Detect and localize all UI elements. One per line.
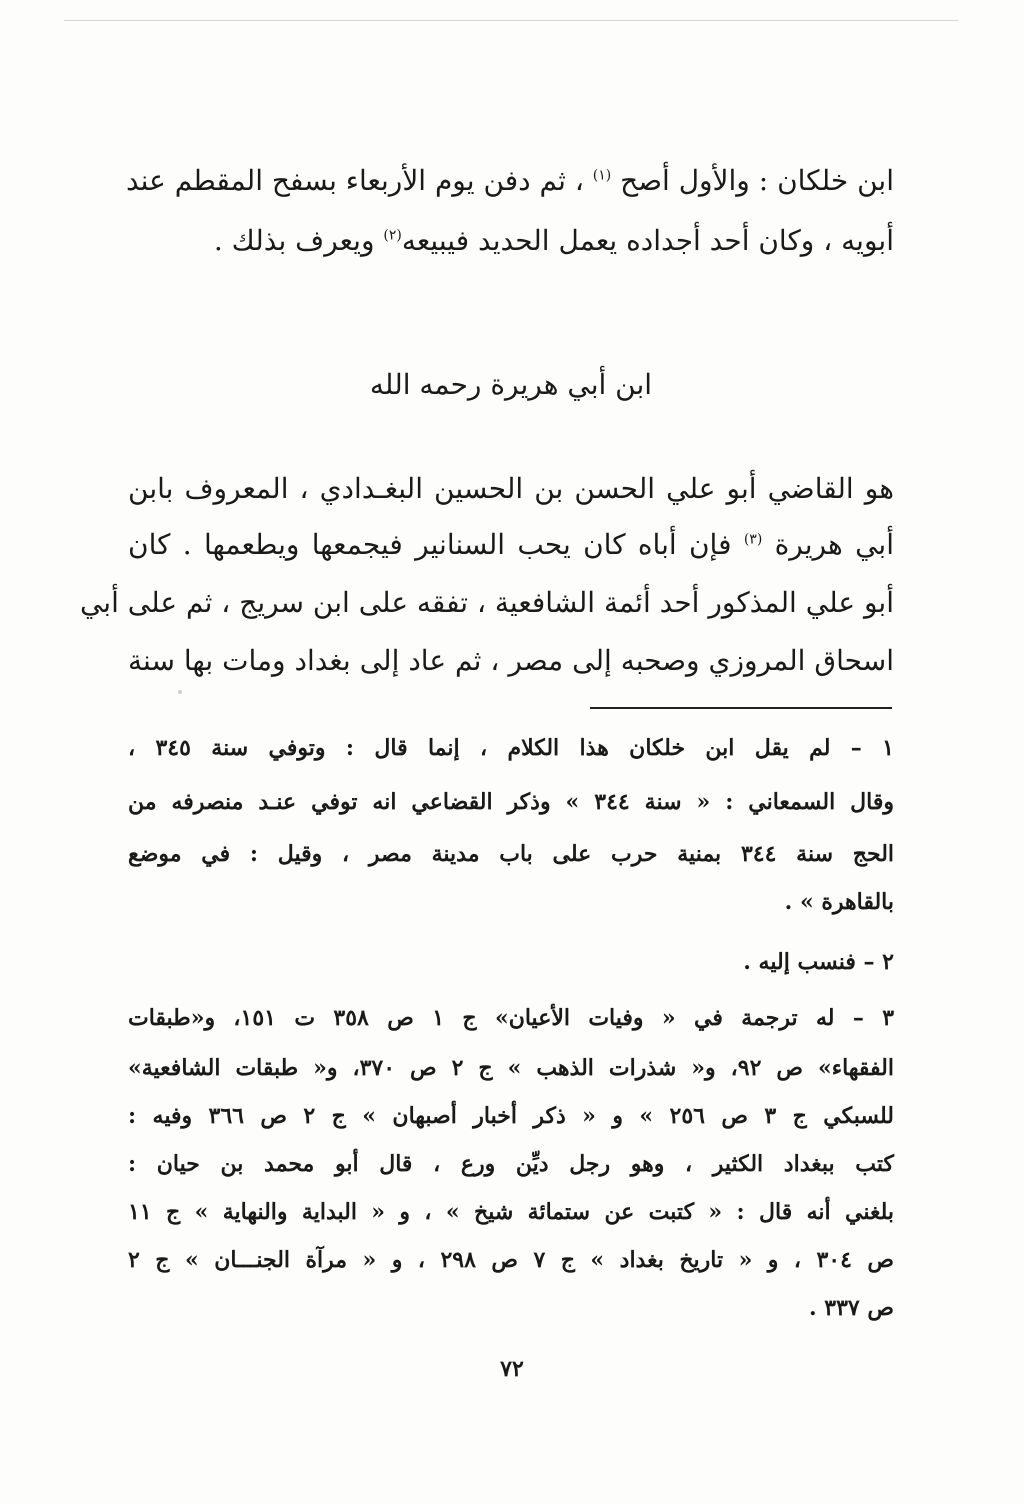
footnote-1-line-2: وقال السمعاني : « سنة ٣٤٤ » وذكر القضاعي انه توفي عنـد منصرفه من [128, 789, 894, 815]
footnote-3-line-1: ٣ – له ترجمة في « وفيات الأعيان» ج ١ ص ٣٥٨ ت ١٥١، و«طبقات [128, 1005, 895, 1031]
footnote-2-line-1: ٢ – فنسب إليه . [743, 949, 894, 975]
text-segment: ابن خلكان : والأول أصح [611, 164, 894, 197]
text-segment: أبي هريرة [762, 528, 894, 561]
page-number: ٧٢ [500, 1356, 524, 1382]
top-paragraph-line-2 [128, 218, 894, 264]
footnote-1-line-1: ١ – لم يقل ابن خلكان هذا الكلام ، إنما قال : وتوفي سنة ٣٤٥ ، [128, 735, 894, 761]
text-segment: ، ثم دفن يوم الأربعاء بسفح المقطم عند [125, 164, 593, 197]
biography-line-4: اسحاق المروزي وصحبه إلى مصر ، ثم عاد إلى بغداد ومات بها سنة [128, 644, 894, 677]
footnote-divider [590, 707, 892, 709]
footnote-3-line-5: بلغني أنه قال : « كتبت عن ستمائة شيخ » ، و « البداية والنهاية » ج ١١ [128, 1199, 894, 1225]
text-segment: فإن أباه كان يحب السنانير فيجمعها ويطعمها . كان [128, 528, 744, 561]
biography-line-3: أبو علي المذكور أحد أئمة الشافعية ، تفقه على ابن سريج ، ثم على أبي [79, 586, 894, 619]
margin-mark [178, 690, 182, 694]
footnote-3-line-2: الفقهاء» ص ٩٢، و« شذرات الذهب » ج ٢ ص ٣٧٠، و« طبقات الشافعية» [128, 1055, 894, 1081]
footnote-3-line-3: للسبكي ج ٣ ص ٢٥٦ » و « ذكر أخبار أصبهان » ج ٢ ص ٣٦٦ وفيه : [128, 1103, 894, 1129]
top-paragraph-line-1 [125, 158, 894, 204]
footnote-1-line-3: الحج سنة ٣٤٤ بمنية حرب على باب مدينة مصر ، وقيل : في موضع [128, 841, 895, 867]
footnote-3-line-4: كتب ببغداد الكثير ، وهو رجل ديِّن ورع ، قال أبو محمد بن حيان : [128, 1151, 894, 1177]
biography-line-2 [128, 522, 894, 568]
footnote-ref-2: (٢) [383, 227, 402, 244]
footnote-ref-3: (٣) [743, 531, 763, 548]
footnote-3-line-7: ص ٣٣٧ . [808, 1295, 894, 1321]
biography-line-1: هو القاضي أبو علي الحسن بن الحسين البغـدادي ، المعروف بابن [128, 472, 894, 505]
text-segment: ويعرف بذلك . [213, 224, 384, 257]
top-divider [64, 20, 958, 21]
footnote-1-line-4: بالقاهرة » . [784, 889, 894, 915]
section-heading: ابن أبي هريرة رحمه الله [369, 368, 653, 401]
footnote-ref-1: (١) [592, 167, 612, 184]
text-segment: أبويه ، وكان أحد أجداده يعمل الحديد فيبيعه [401, 224, 894, 257]
footnote-3-line-6: ص ٣٠٤ ، و « تاريخ بغداد » ج ٧ ص ٢٩٨ ، و « مرآة الجنـــان » ج ٢ [128, 1247, 894, 1273]
